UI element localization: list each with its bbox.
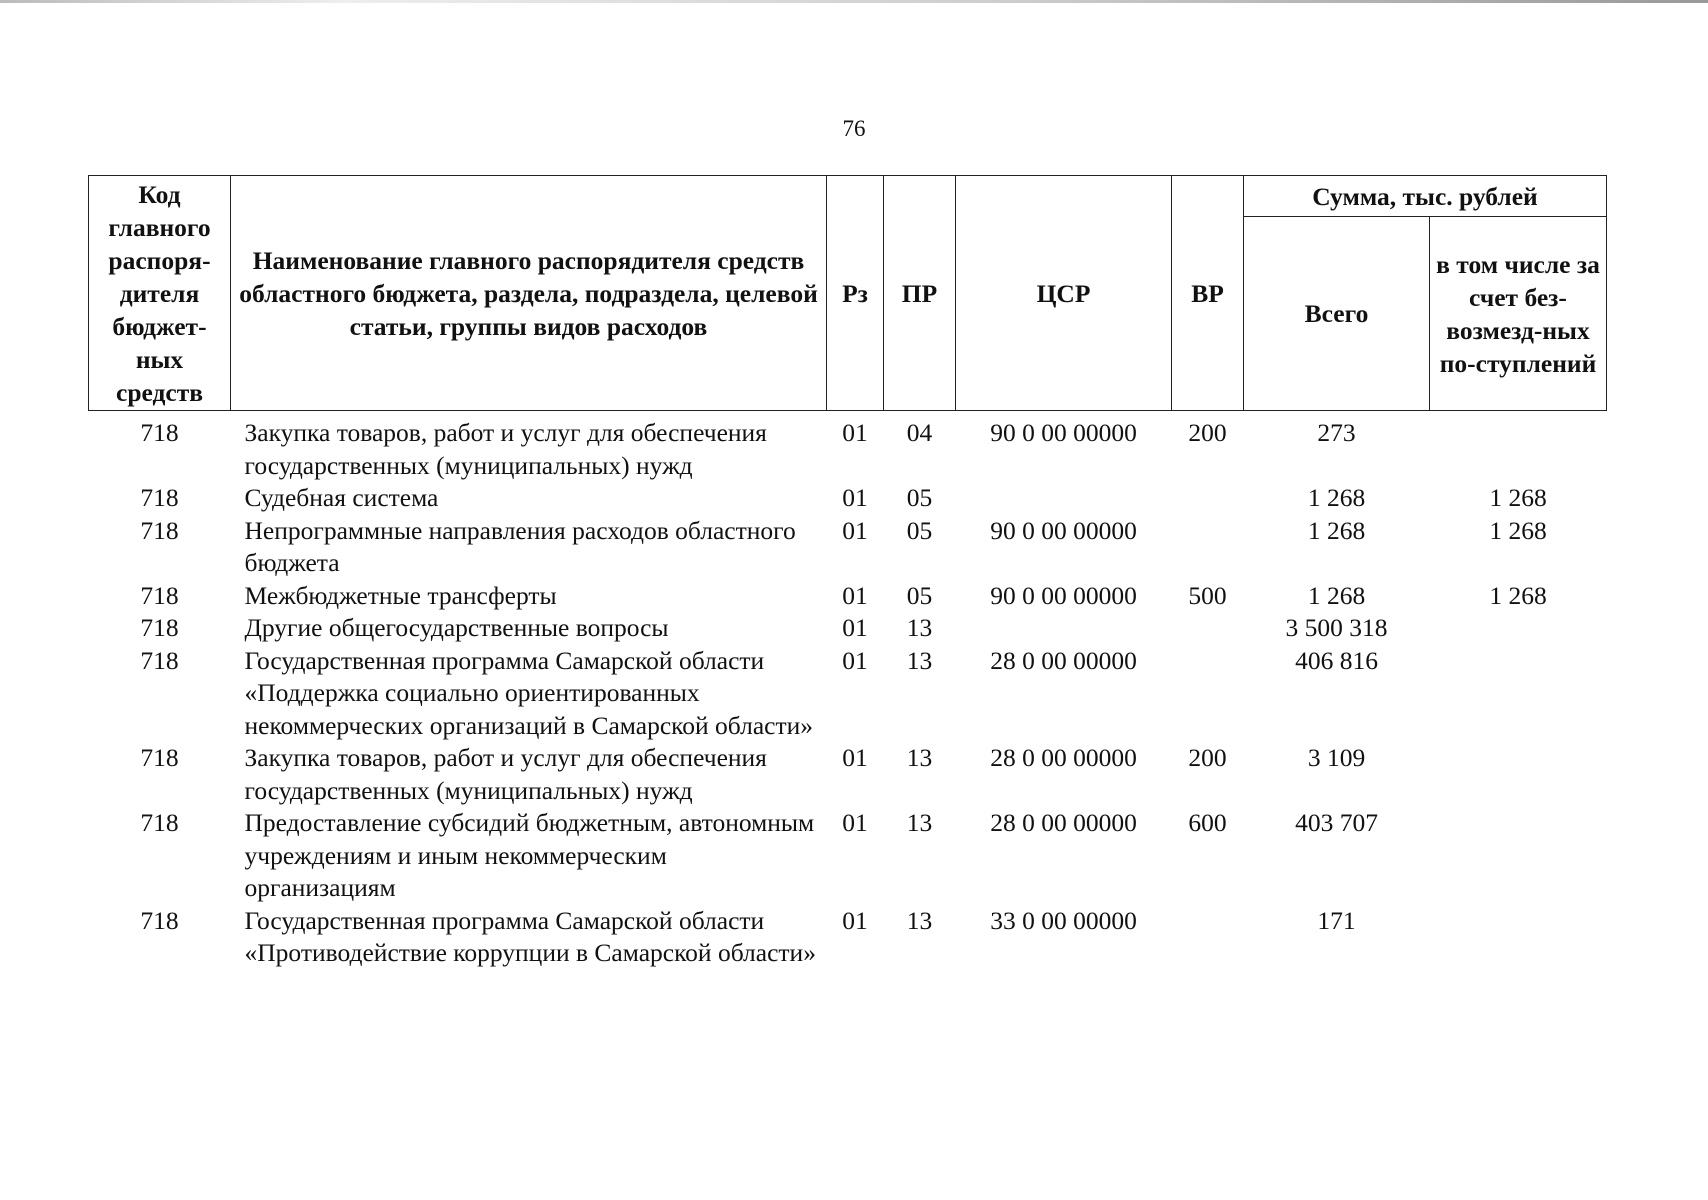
- cell-total: 403 707: [1295, 808, 1378, 837]
- cell-free: [1430, 742, 1607, 807]
- cell-rz: 01: [842, 580, 868, 610]
- header-pr: ПР: [884, 176, 956, 411]
- cell-pr: 13: [906, 808, 933, 837]
- cell-vr: [1172, 645, 1244, 743]
- cell-csr: 33 0 00 00000: [990, 905, 1137, 935]
- cell-total: 3 500 318: [1285, 613, 1388, 642]
- cell-pr: 13: [906, 905, 933, 935]
- cell-name: Закупка товаров, работ и услуг для обеспечения государственных (муниципальных) нужд: [244, 418, 767, 480]
- cell-name: Государственная программа Самарской области «Поддержка социально ориентированных некоммерческих организаций в Самарской области»: [244, 645, 814, 740]
- cell-pr: 04: [906, 418, 933, 447]
- cell-rz: 01: [842, 483, 868, 512]
- cell-vr: [1172, 612, 1244, 645]
- cell-free: 1 268: [1489, 515, 1547, 545]
- table-row: [89, 645, 1607, 743]
- cell-vr: [1172, 482, 1244, 515]
- header-csr: ЦСР: [956, 176, 1172, 411]
- cell-rz: 01: [842, 743, 868, 772]
- header-code: Код главного распоря-дителя бюджет-ных средств: [89, 176, 231, 411]
- cell-vr: 600: [1188, 808, 1227, 837]
- cell-name: Предоставление субсидий бюджетным, автономным учреждениям и иным некоммерческим организациям: [244, 808, 815, 902]
- cell-vr: 500: [1188, 580, 1227, 610]
- cell-free: [1430, 411, 1607, 483]
- cell-name: Непрограммные направления расходов областного бюджета: [244, 515, 796, 577]
- table-row: [89, 742, 1607, 807]
- cell-free: [1430, 905, 1607, 970]
- table-row: [89, 411, 1607, 483]
- cell-pr: 05: [906, 515, 933, 545]
- cell-total: 273: [1317, 418, 1356, 447]
- scan-top-edge: [0, 0, 1708, 3]
- cell-csr: 90 0 00 00000: [990, 418, 1137, 447]
- cell-rz: 01: [842, 418, 868, 447]
- cell-total: 406 816: [1295, 645, 1378, 675]
- cell-csr: 28 0 00 00000: [990, 645, 1137, 675]
- cell-free: [1430, 807, 1607, 905]
- cell-code: 718: [140, 418, 179, 447]
- budget-table: [88, 175, 1607, 970]
- table-row: [89, 580, 1607, 613]
- cell-code: 718: [140, 483, 179, 512]
- table-row: [89, 807, 1607, 905]
- cell-vr: [1172, 515, 1244, 580]
- header-rz: Рз: [827, 176, 884, 411]
- cell-rz: 01: [842, 808, 868, 837]
- cell-total: 1 268: [1307, 580, 1366, 610]
- cell-total: 1 268: [1307, 483, 1366, 512]
- cell-code: 718: [140, 905, 179, 935]
- cell-csr: [956, 612, 1172, 645]
- header-total: Всего: [1244, 217, 1430, 411]
- cell-free: [1430, 612, 1607, 645]
- cell-rz: 01: [842, 613, 868, 642]
- cell-csr: 90 0 00 00000: [990, 580, 1137, 610]
- table-row: [89, 515, 1607, 580]
- cell-free: 1 268: [1489, 483, 1547, 512]
- cell-free: 1 268: [1489, 580, 1547, 610]
- cell-csr: 28 0 00 00000: [990, 743, 1137, 772]
- cell-code: 718: [140, 613, 179, 642]
- cell-code: 718: [140, 645, 179, 675]
- page-number: 76: [842, 116, 866, 141]
- cell-free: [1430, 645, 1607, 743]
- table-row: [89, 612, 1607, 645]
- cell-name: Другие общегосударственные вопросы: [244, 613, 669, 642]
- cell-rz: 01: [842, 515, 868, 545]
- cell-code: 718: [140, 808, 179, 837]
- cell-name: Межбюджетные трансферты: [244, 580, 557, 610]
- header-free: в том числе за счет без-возмезд-ных по-ступлений: [1430, 217, 1607, 411]
- cell-pr: 13: [906, 613, 933, 642]
- cell-name: Судебная система: [244, 483, 439, 512]
- cell-total: 3 109: [1307, 743, 1366, 772]
- cell-vr: 200: [1188, 743, 1227, 772]
- cell-name: Государственная программа Самарской области «Противодействие коррупции в Самарской области»: [244, 905, 816, 967]
- cell-pr: 13: [906, 645, 933, 675]
- cell-pr: 05: [906, 580, 933, 610]
- cell-total: 171: [1317, 905, 1356, 935]
- cell-pr: 05: [906, 483, 933, 512]
- cell-code: 718: [140, 743, 179, 772]
- cell-name: Закупка товаров, работ и услуг для обеспечения государственных (муниципальных) нужд: [244, 743, 767, 805]
- table-row: [89, 482, 1607, 515]
- header-name: Наименование главного распорядителя средств областного бюджета, раздела, подраздела, целевой статьи, группы видов расходов: [231, 176, 827, 411]
- header-vr: ВР: [1172, 176, 1244, 411]
- cell-rz: 01: [842, 905, 868, 935]
- cell-code: 718: [140, 515, 179, 545]
- header-sum: Сумма, тыс. рублей: [1244, 176, 1607, 217]
- cell-total: 1 268: [1307, 515, 1366, 545]
- cell-vr: [1172, 905, 1244, 970]
- cell-pr: 13: [906, 743, 933, 772]
- cell-vr: 200: [1188, 418, 1227, 447]
- table-row: [89, 905, 1607, 970]
- cell-csr: 90 0 00 00000: [990, 515, 1137, 545]
- cell-csr: 28 0 00 00000: [990, 808, 1137, 837]
- cell-csr: [956, 482, 1172, 515]
- cell-rz: 01: [842, 645, 868, 675]
- cell-code: 718: [140, 580, 179, 610]
